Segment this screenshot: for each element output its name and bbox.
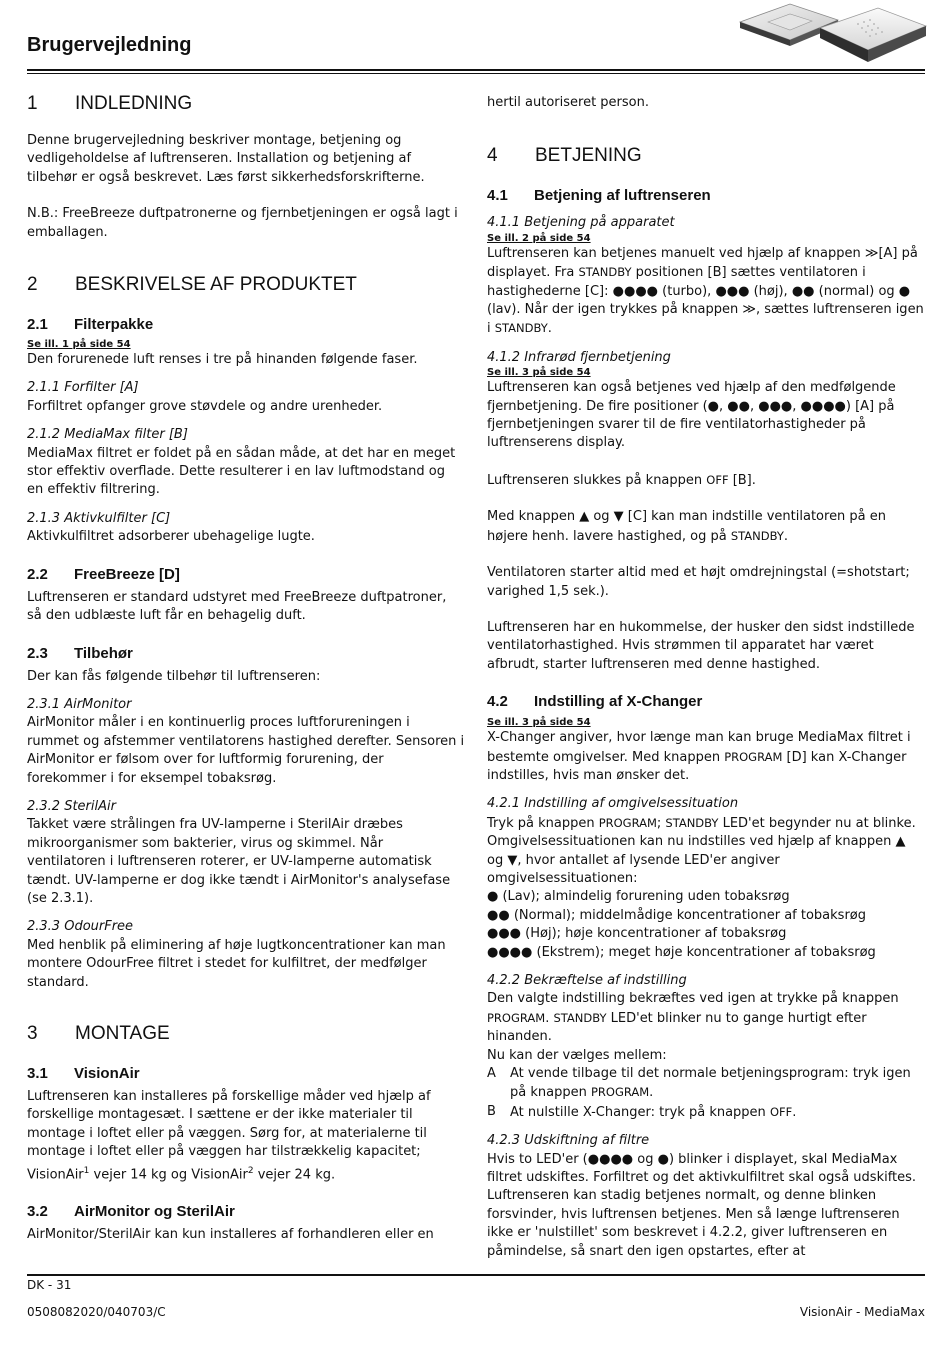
- paragraph-hastighed: Med knappen ▲ og ▼ [C] kan man indstille ventilatoren på en højere henh. lavere hastighed, og på STANDBY.: [487, 509, 887, 544]
- paragraph-sterilair: Takket være strålingen fra UV-lamperne i SterilAir dræbes mikroorganismer som bakterier, virus og skimmel. Når ventilatoren i luftrenseren roterer, er UV-lamperne automatisk tændt. UV-lamperne er dog ikke tændt i AirMonitor's analysefase (se 2.3.1).: [27, 817, 451, 906]
- header-rule: [27, 69, 925, 71]
- paragraph-airmonitor: AirMonitor måler i en kontinuerlig proces luftforureningen i rummet og afstemmer ventilatorens hastighed derefter. Sensoren i AirMonitor er følsom over for luftformig forurening, der forekommer i for eksempel tobaksrøg.: [27, 715, 465, 786]
- section-heading-3: 3 MONTAGE: [27, 1023, 170, 1044]
- page-number: DK - 31: [27, 1278, 72, 1292]
- section-heading-3-2: 3.2 AirMonitor og SterilAir: [27, 1203, 235, 1221]
- subsection-heading-4-2-2: 4.2.2 Bekræftelse af indstilling: [487, 973, 687, 988]
- paragraph-bekraeftelse: Den valgte indstilling bekræftes ved igen at trykke på knappen PROGRAM. STANDBY LED'et blinker nu to gange hurtigt efter hinanden.: [487, 991, 899, 1045]
- subsection-heading-2-3-1: 2.3.1 AirMonitor: [27, 696, 132, 712]
- section-heading-3-1: 3.1 VisionAir: [27, 1065, 140, 1082]
- paragraph-odourfree: Med henblik på eliminering af høje lugtkoncentrationer kan man montere OdourFree filtret i stedet for kulfiltret, der medfølger standard.: [27, 937, 446, 990]
- right-column: [487, 88, 925, 1261]
- illustration-reference[interactable]: Se ill. 3 på side 54: [487, 367, 591, 379]
- paragraph-omgivelse: Tryk på knappen PROGRAM; STANDBY LED'et begynder nu at blinke. Omgivelsessituationen kan nu indstilles ved hjælp af knappen ▲ og ▼, hvor antallet af lysende LED'er angiver omgivelsessituationen:: [487, 815, 916, 886]
- subsection-heading-2-3-2: 2.3.2 SterilAir: [27, 798, 116, 814]
- illustration-reference[interactable]: Se ill. 1 på side 54: [27, 339, 131, 351]
- paragraph-continued: hertil autoriseret person.: [487, 95, 649, 110]
- document-title: Brugervejledning: [27, 34, 192, 56]
- subsection-heading-2-1-3: 2.1.3 Aktivkulfilter [C]: [27, 510, 171, 526]
- subsection-heading-2-1-2: 2.1.2 MediaMax filter [B]: [27, 427, 188, 443]
- paragraph-filterskift: Hvis to LED'er (●●●● og ●) blinker i displayet, skal MediaMax filtret udskiftes. Forfiltret og det aktivkulfiltret skal også udskiftes. Luftrenseren kan stadig betjenes normalt, og denne blinken forsvinder, hvis luftrensen betjenes. Men så længe luftrenseren ikke er 'nulstillet' som beskrevet i 4.2.2, giver luftrenseren en påmindelse, så snart den igen opstartes, efter at: [487, 1151, 917, 1259]
- header-rule-thin: [27, 73, 925, 74]
- product-name: VisionAir - MediaMax: [799, 1305, 925, 1319]
- subsection-heading-2-3-3: 2.3.3 OdourFree: [27, 919, 134, 935]
- paragraph-filterpakke: Den forurenede luft renses i tre på hinanden følgende faser.: [27, 352, 418, 368]
- subsection-heading-4-1-2: 4.1.2 Infrarød fjernbetjening: [487, 349, 671, 365]
- document-code: 0508082020/040703/C: [27, 1305, 166, 1319]
- section-heading-2-2: 2.2 FreeBreeze [D]: [27, 565, 180, 583]
- paragraph-valg: Nu kan der vælges mellem:: [487, 1047, 667, 1063]
- paragraph-tilbehor: Der kan fås følgende tilbehør til luftrenseren:: [27, 668, 321, 684]
- list-item: ●●●● (Ekstrem); meget høje koncentrationer af tobaksrøg: [487, 944, 876, 960]
- subsection-heading-4-2-3: 4.2.3 Udskiftning af filtre: [487, 1133, 650, 1149]
- section-heading-2-1: 2.1 Filterpakke: [27, 316, 154, 334]
- subsection-heading-2-1-1: 2.1.1 Forfilter [A]: [27, 380, 139, 396]
- paragraph-nb: N.B.: FreeBreeze duftpatronerne og fjernbetjeningen er også lagt i emballagen.: [27, 206, 458, 240]
- subsection-heading-4-2-1: 4.2.1 Indstilling af omgivelsessituation: [487, 796, 739, 812]
- subsection-heading-4-1-1: 4.1.1 Betjening på apparatet: [487, 215, 675, 231]
- footer-rule: [27, 1274, 925, 1276]
- paragraph-visionair: Luftrenseren kan installeres på forskellige måder ved hjælp af forskellige montagesæt. I sættene er der ikke materialer til montage i loftet eller på væggen. Sørg for, at materialerne til montage i loftet eller på væggen har tilstrækkelig kapacitet; VisionAir$^1$ vejer 14 kg og VisionAir$^2$ vejer 24 kg.: [27, 1089, 431, 1182]
- section-heading-4-2: 4.2 Indstilling af X-Changer: [487, 693, 703, 711]
- paragraph-betjening-apparat: Luftrenseren kan betjenes manuelt ved hjælp af knappen ≫[A] på displayet. Fra STANDBY positionen [B] sættes ventilatoren i hastighederne [C]: ●●●● (turbo), ●●● (høj), ●● (normal) og ● (lav). Når der igen trykkes på knappen ≫, sættes luftrenseren igen i STANDBY.: [487, 245, 924, 337]
- paragraph-mediamax: MediaMax filtret er foldet på en sådan måde, at det har en meget stor effektiv overflade. Dette resulterer i en lav luftmodstand og en effektiv filtrering.: [27, 445, 456, 498]
- paragraph-hukommelse: Luftrenseren har en hukommelse, der husker den sidst indstillede ventilatorhastighed. Hvis strømmen til apparatet har været afbrudt, starter luftrenseren med denne hastighed.: [487, 619, 915, 672]
- list-item: ●●● (Høj); høje koncentrationer af tobaksrøg: [487, 926, 787, 942]
- page-header: [0, 0, 950, 80]
- paragraph-off: Luftrenseren slukkes på knappen OFF [B].: [487, 472, 756, 488]
- list-item-a: A At vende tilbage til det normale betjeningsprogram: tryk igen på knappen PROGRAM.: [487, 1066, 911, 1101]
- list-item-b: B At nulstille X-Changer: tryk på knappen OFF.: [487, 1103, 797, 1120]
- paragraph-shotstart: Ventilatoren starter altid med et højt omdrejningstal (=shotstart; varighed 1,5 sek.).: [487, 565, 910, 599]
- section-heading-2-3: 2.3 Tilbehør: [27, 644, 133, 662]
- paragraph-installation: AirMonitor/SterilAir kan kun installeres af forhandleren eller en: [27, 1227, 434, 1243]
- product-image: [738, 0, 928, 68]
- paragraph-freebreeze: Luftrenseren er standard udstyret med FreeBreeze duftpatroner, så den udblæste luft får en behagelig duft.: [27, 589, 447, 624]
- section-heading-4: 4 BETJENING: [487, 145, 642, 167]
- left-column: [27, 88, 465, 1245]
- paragraph-intro: Denne brugervejledning beskriver montage, betjening og vedligeholdelse af luftrenseren. Installation og betjening af tilbehør er også beskrevet. Læs først sikkerhedsforskrifterne.: [27, 133, 425, 185]
- section-heading-4-1: 4.1 Betjening af luftrenseren: [487, 187, 711, 205]
- illustration-reference[interactable]: Se ill. 3 på side 54: [487, 717, 591, 729]
- paragraph-fjernbetjening: Luftrenseren kan også betjenes ved hjælp af den medfølgende fjernbetjening. De fire positioner (●, ●●, ●●●, ●●●●) [A] på fjernbetjeningen svarer til de fire ventilatorhastigheder på luftrenserens display.: [487, 380, 896, 451]
- paragraph-xchanger: X-Changer angiver, hvor længe man kan bruge MediaMax filtret i bestemte omgivelser. Med knappen PROGRAM [D] kan X-Changer indstilles, hvis man ønsker det.: [487, 730, 911, 783]
- list-item: ● (Lav); almindelig forurening uden tobaksrøg: [487, 889, 790, 905]
- paragraph-forfilter: Forfiltret opfanger grove støvdele og andre urenheder.: [27, 398, 383, 414]
- paragraph-aktivkul: Aktivkulfiltret adsorberer ubehagelige lugte.: [27, 529, 315, 545]
- illustration-reference[interactable]: Se ill. 2 på side 54: [487, 232, 591, 244]
- section-heading-1: 1 INDLEDNING: [27, 93, 193, 114]
- section-heading-2: 2 BESKRIVELSE AF PRODUKTET: [27, 274, 357, 296]
- list-item: ●● (Normal); middelmådige koncentrationer af tobaksrøg: [487, 907, 866, 923]
